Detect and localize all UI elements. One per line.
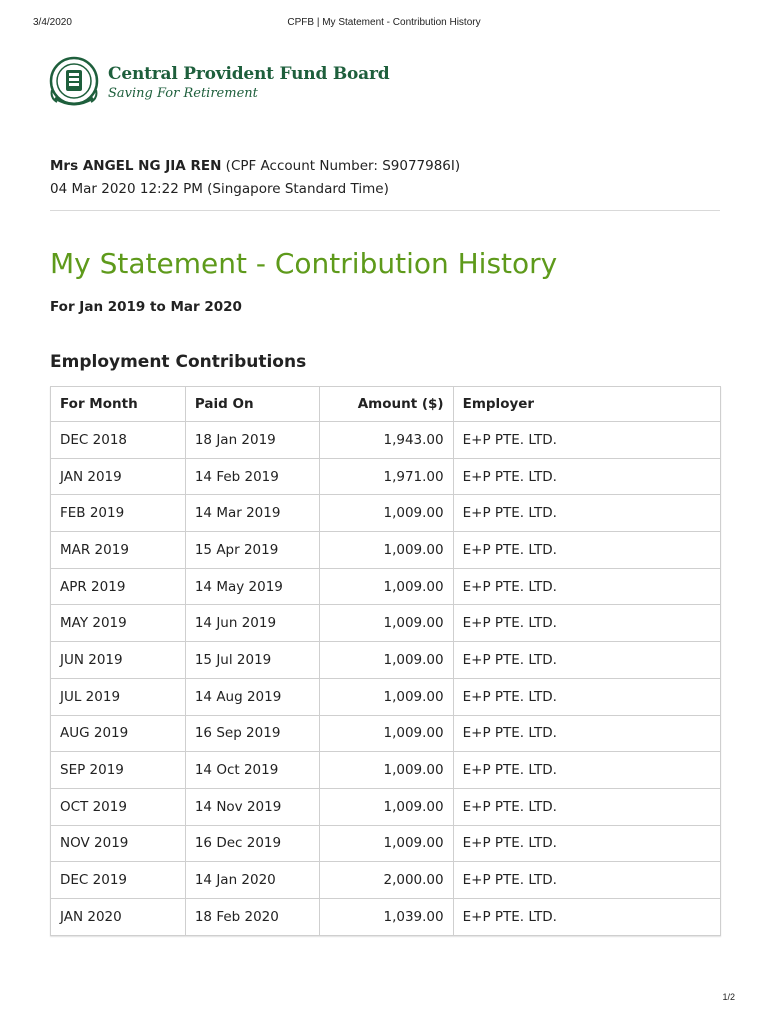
cell-paid-on: 15 Apr 2019: [185, 532, 319, 569]
cell-amount: 1,009.00: [319, 568, 453, 605]
page-title: My Statement - Contribution History: [50, 247, 558, 280]
table-row: [51, 532, 721, 569]
cell-for-month: JUN 2019: [51, 642, 186, 679]
cell-for-month: OCT 2019: [51, 788, 186, 825]
cell-paid-on: 18 Jan 2019: [185, 422, 319, 459]
print-header: [33, 17, 735, 31]
table-row: [51, 752, 721, 789]
header-divider: [50, 210, 720, 211]
cell-employer: E+P PTE. LTD.: [453, 678, 720, 715]
cell-for-month: MAY 2019: [51, 605, 186, 642]
cell-amount: 1,971.00: [319, 458, 453, 495]
table-row: [51, 715, 721, 752]
cell-paid-on: 14 May 2019: [185, 568, 319, 605]
account-holder-line: [50, 155, 460, 178]
cell-amount: 1,009.00: [319, 642, 453, 679]
cell-for-month: DEC 2018: [51, 422, 186, 459]
cell-paid-on: 14 Feb 2019: [185, 458, 319, 495]
cell-employer: E+P PTE. LTD.: [453, 605, 720, 642]
column-header-paid-on: Paid On: [185, 387, 319, 422]
cell-paid-on: 14 Nov 2019: [185, 788, 319, 825]
cell-amount: 1,009.00: [319, 678, 453, 715]
cell-employer: E+P PTE. LTD.: [453, 715, 720, 752]
cell-paid-on: 14 Mar 2019: [185, 495, 319, 532]
cell-for-month: AUG 2019: [51, 715, 186, 752]
cell-for-month: MAR 2019: [51, 532, 186, 569]
cell-paid-on: 14 Jan 2020: [185, 862, 319, 899]
table-row: [51, 788, 721, 825]
table-row: [51, 605, 721, 642]
cell-employer: E+P PTE. LTD.: [453, 898, 720, 935]
cell-amount: 1,009.00: [319, 715, 453, 752]
cpf-logo: [49, 54, 389, 112]
section-title: Employment Contributions: [50, 352, 307, 372]
table-row: [51, 678, 721, 715]
cell-employer: E+P PTE. LTD.: [453, 568, 720, 605]
table-row: [51, 458, 721, 495]
table-row: [51, 568, 721, 605]
cell-for-month: JUL 2019: [51, 678, 186, 715]
cell-employer: E+P PTE. LTD.: [453, 495, 720, 532]
table-row: [51, 825, 721, 862]
cell-amount: 1,009.00: [319, 825, 453, 862]
column-header-for-month: For Month: [51, 387, 186, 422]
cell-employer: E+P PTE. LTD.: [453, 422, 720, 459]
print-date: 3/4/2020: [33, 17, 72, 28]
cell-for-month: NOV 2019: [51, 825, 186, 862]
cell-for-month: JAN 2020: [51, 898, 186, 935]
table-row: [51, 642, 721, 679]
table-row: [51, 495, 721, 532]
cell-for-month: FEB 2019: [51, 495, 186, 532]
page-number: 1/2: [722, 992, 735, 1002]
cell-paid-on: 16 Sep 2019: [185, 715, 319, 752]
statement-timestamp: 04 Mar 2020 12:22 PM (Singapore Standard Time): [50, 181, 389, 197]
cell-paid-on: 16 Dec 2019: [185, 825, 319, 862]
cell-paid-on: 15 Jul 2019: [185, 642, 319, 679]
cpf-emblem-icon: [49, 54, 99, 112]
table-header-row: [51, 387, 721, 422]
cell-paid-on: 14 Jun 2019: [185, 605, 319, 642]
cell-for-month: JAN 2019: [51, 458, 186, 495]
cell-employer: E+P PTE. LTD.: [453, 825, 720, 862]
contributions-table: [50, 386, 721, 936]
account-number: (CPF Account Number: S9077986I): [225, 158, 461, 174]
cell-amount: 1,009.00: [319, 752, 453, 789]
cell-paid-on: 14 Oct 2019: [185, 752, 319, 789]
cell-employer: E+P PTE. LTD.: [453, 458, 720, 495]
cell-amount: 2,000.00: [319, 862, 453, 899]
cell-for-month: SEP 2019: [51, 752, 186, 789]
cell-amount: 1,009.00: [319, 788, 453, 825]
organisation-name: Central Provident Fund Board: [108, 63, 390, 84]
cell-employer: E+P PTE. LTD.: [453, 862, 720, 899]
cell-employer: E+P PTE. LTD.: [453, 642, 720, 679]
table-row: [51, 422, 721, 459]
cell-paid-on: 18 Feb 2020: [185, 898, 319, 935]
cell-employer: E+P PTE. LTD.: [453, 532, 720, 569]
table-row: [51, 862, 721, 899]
organisation-tagline: Saving For Retirement: [108, 85, 258, 101]
table-row: [51, 898, 721, 935]
column-header-amount: Amount ($): [319, 387, 453, 422]
cell-for-month: APR 2019: [51, 568, 186, 605]
cell-amount: 1,039.00: [319, 898, 453, 935]
cell-paid-on: 14 Aug 2019: [185, 678, 319, 715]
cell-amount: 1,009.00: [319, 605, 453, 642]
cell-amount: 1,009.00: [319, 532, 453, 569]
print-page-title: CPFB | My Statement - Contribution History: [287, 17, 481, 28]
cell-employer: E+P PTE. LTD.: [453, 752, 720, 789]
cell-employer: E+P PTE. LTD.: [453, 788, 720, 825]
column-header-employer: Employer: [453, 387, 720, 422]
cell-for-month: DEC 2019: [51, 862, 186, 899]
statement-period: For Jan 2019 to Mar 2020: [50, 299, 242, 315]
cell-amount: 1,009.00: [319, 495, 453, 532]
account-holder-name: Mrs ANGEL NG JIA REN: [50, 158, 222, 174]
cell-amount: 1,943.00: [319, 422, 453, 459]
account-holder-info: [50, 155, 460, 201]
